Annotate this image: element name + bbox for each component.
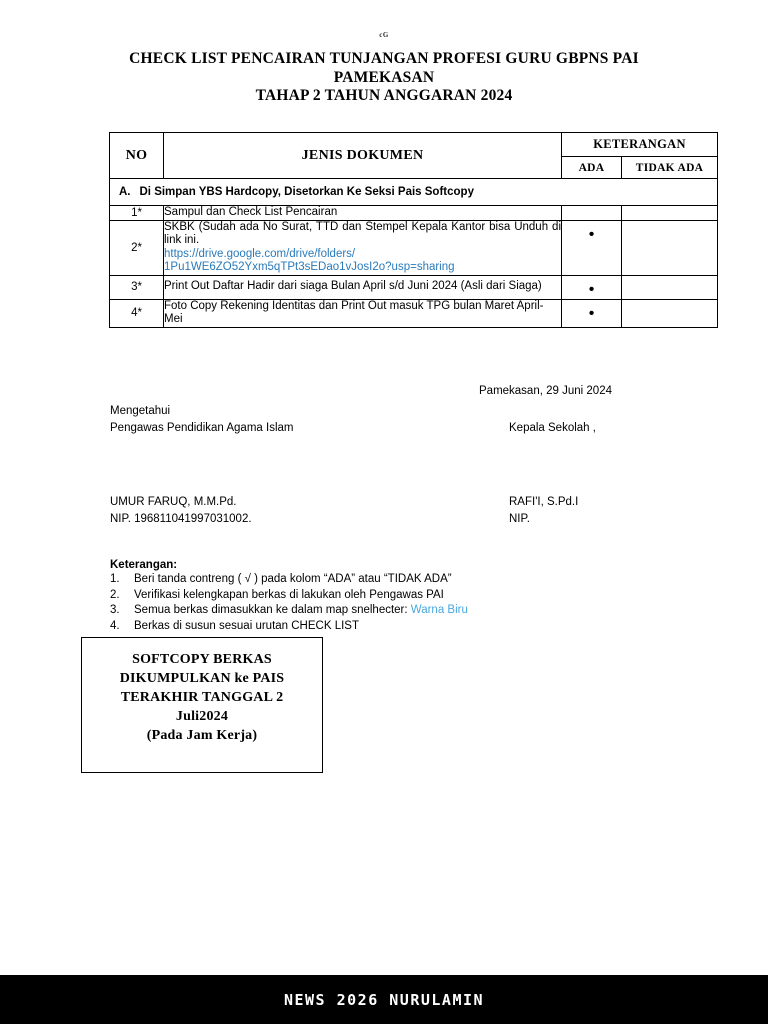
softcopy-line-2: DIKUMPULKAN ke PAIS <box>119 671 285 686</box>
row-document-text: Print Out Daftar Hadir dari siaga Bulan April s/d Juni 2024 (Asli dari Siaga) <box>164 280 542 293</box>
notes-section <box>110 559 468 634</box>
row-tidak-ada-mark[interactable] <box>622 275 718 299</box>
page-title <box>0 50 768 106</box>
signature-right-name: RAFI'I, S.Pd.I <box>509 496 579 508</box>
row-document <box>164 206 562 221</box>
row-ada-mark[interactable]: • <box>562 220 622 275</box>
softcopy-notice-text <box>82 638 322 745</box>
section-cell <box>110 179 718 206</box>
row-document-text: Sampul dan Check List Pencairan <box>164 206 338 218</box>
checklist-table <box>109 132 718 328</box>
softcopy-line-3: TERAKHIR TANGGAL 2 <box>120 690 284 705</box>
list-item <box>110 572 468 588</box>
section-letter: A. <box>119 186 131 198</box>
signature-knowing: Mengetahui <box>110 405 171 417</box>
row-document-text: SKBK (Sudah ada No Surat, TTD dan Stempel Kepala Kantor bisa Unduh di link ini. <box>164 220 561 246</box>
softcopy-notice-box <box>81 637 323 773</box>
table-section-row <box>110 179 718 206</box>
note-number: 3. <box>110 604 120 616</box>
softcopy-line-1: SOFTCOPY BERKAS <box>132 652 272 667</box>
header-tidak-ada: TIDAK ADA <box>622 157 718 179</box>
notes-title: Keterangan: <box>110 559 178 571</box>
table-header-row <box>110 133 718 157</box>
signature-left-role: Pengawas Pendidikan Agama Islam <box>110 422 294 434</box>
header-ada: ADA <box>562 157 622 179</box>
row-no: 4* <box>110 299 164 327</box>
row-document-text: Foto Copy Rekening Identitas dan Print Out masuk TPG bulan Maret April-Mei <box>164 299 544 325</box>
footer-watermark: NEWS 2026 NURULAMIN <box>283 990 485 1009</box>
note-text: Berkas di susun sesuai urutan CHECK LIST <box>134 619 359 632</box>
note-highlight: Warna Biru <box>410 604 468 616</box>
header-keterangan: KETERANGAN <box>562 133 718 157</box>
signature-place-date: Pamekasan, 29 Juni 2024 <box>479 385 612 397</box>
row-document-link-line-2[interactable]: 1Pu1WE6ZO52Yxm5qTPt3sEDao1vJosI2o?usp=sharing <box>164 261 455 273</box>
note-text: Verifikasi kelengkapan berkas di lakukan oleh Pengawas PAI <box>134 588 444 601</box>
signature-left-name: UMUR FARUQ, M.M.Pd. <box>110 496 237 508</box>
header-jenis-dokumen: JENIS DOKUMEN <box>164 133 562 179</box>
top-mark: cG <box>379 31 389 39</box>
row-document-link-line-1[interactable]: https://drive.google.com/drive/folders/ <box>164 247 356 260</box>
row-tidak-ada-mark[interactable] <box>622 220 718 275</box>
signature-right-nip: NIP. <box>509 513 530 525</box>
table-row <box>110 220 718 275</box>
softcopy-line-4: Juli2024 <box>175 709 229 724</box>
row-document <box>164 275 562 299</box>
title-line-2: PAMEKASAN <box>333 68 435 86</box>
row-tidak-ada-mark[interactable] <box>622 299 718 327</box>
row-ada-mark[interactable]: • <box>562 275 622 299</box>
signature-right-role: Kepala Sekolah , <box>509 422 596 434</box>
note-text <box>134 603 468 619</box>
list-item <box>110 603 468 619</box>
row-no: 2* <box>110 220 164 275</box>
signature-left-nip: NIP. 196811041997031002. <box>110 513 252 525</box>
list-item <box>110 619 468 635</box>
row-no: 3* <box>110 275 164 299</box>
note-number: 1. <box>110 573 120 585</box>
table-row <box>110 206 718 221</box>
row-document <box>164 220 562 275</box>
row-ada-mark[interactable] <box>562 206 622 221</box>
softcopy-line-5: (Pada Jam Kerja) <box>146 728 258 743</box>
row-no: 1* <box>110 206 164 221</box>
row-tidak-ada-mark[interactable] <box>622 206 718 221</box>
list-item <box>110 588 468 604</box>
note-number: 4. <box>110 619 120 632</box>
row-document <box>164 299 562 327</box>
footer-bar <box>0 975 768 1024</box>
note-text-main: Semua berkas dimasukkan ke dalam map snelhecter: <box>134 604 411 616</box>
title-line-3: TAHAP 2 TAHUN ANGGARAN 2024 <box>255 87 513 104</box>
title-line-1: CHECK LIST PENCAIRAN TUNJANGAN PROFESI GURU GBPNS PAI <box>129 50 639 67</box>
note-number: 2. <box>110 588 120 601</box>
table-row <box>110 275 718 299</box>
header-no: NO <box>110 133 164 179</box>
section-label: Di Simpan YBS Hardcopy, Disetorkan Ke Seksi Pais Softcopy <box>139 186 474 198</box>
row-ada-mark[interactable]: • <box>562 299 622 327</box>
note-text: Beri tanda contreng ( √ ) pada kolom “ADA” atau “TIDAK ADA” <box>134 573 452 585</box>
table-row <box>110 299 718 327</box>
